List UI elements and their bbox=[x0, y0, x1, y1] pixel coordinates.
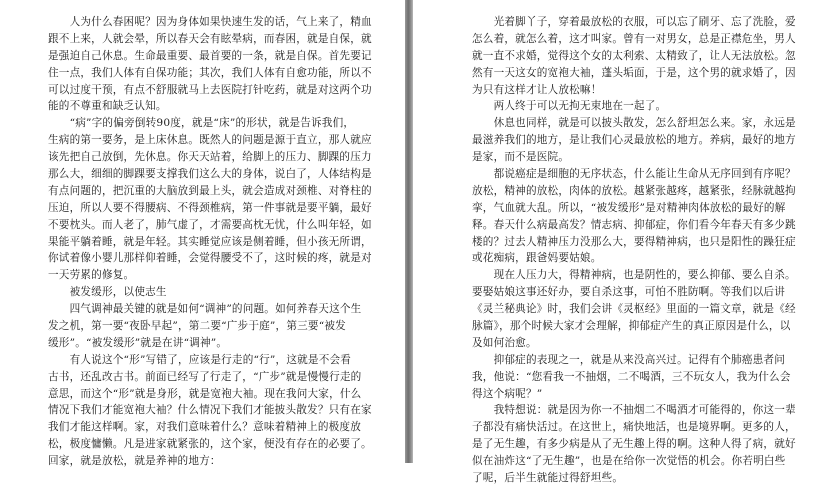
text-line: 我们才能这样啊。家，对我们意味着什么？意味着精神上的极度放 bbox=[48, 421, 362, 434]
text-line: 楼的？过去人精神压力没那么大，要得精神病，也只是阳性的躁狂症 bbox=[472, 235, 796, 248]
text-line: “病”字的偏旁倒转90度，就是“床”的形状，就是告诉我们， bbox=[48, 117, 355, 130]
text-line: 四气调神最关键的就是如何“调神”的问题。如何养春天这个生 bbox=[48, 303, 362, 316]
text-line: 现在人压力大，得精神病，也是阴性的，要么抑郁、要么自杀。 bbox=[472, 269, 796, 282]
left-page bbox=[0, 0, 405, 468]
text-line: 挛，气血就大乱。所以，“被发缓形”是对精神肉体放松的最好的解 bbox=[472, 201, 786, 214]
text-line: 似在油炸这“了无生趣”，也是在给你一次觉悟的机会。你若明白些 bbox=[472, 455, 786, 468]
text-line: 是了无生趣，有多少病是从了无生趣上得的啊。这种人得了病，就好 bbox=[472, 438, 796, 451]
right-page bbox=[413, 0, 818, 485]
text-line: 得这个病呢？” bbox=[472, 387, 543, 400]
text-line: 人为什么春困呢？因为身体如果快速生发的话，气上来了，精血 bbox=[48, 16, 372, 28]
text-line: 及如何治愈。 bbox=[472, 336, 537, 349]
text-line: 生病的第一要务，是上床休息。既然人的问题是源于直立，那人就应 bbox=[48, 134, 372, 147]
text-line: 回家，就是放松，就是养神的地方： bbox=[48, 455, 221, 468]
text-line: 被发缓形，以使志生 bbox=[48, 286, 167, 299]
text-line: 有人说这个“形”写错了，应该是行走的“行”，这就是不会看 bbox=[48, 353, 352, 366]
text-line: 然有一天这女的宽袍大袖，蓬头垢面，于是，这个男的就求婚了，因 bbox=[472, 66, 796, 79]
text-line: 释。春天什么病最高发？情志病、抑郁症，你们看今年春天有多少跳 bbox=[472, 218, 796, 231]
text-line: 我特想说：就是因为你一不抽烟二不喝酒才可能得的，你这一辈 bbox=[472, 404, 796, 417]
text-line: 我，他说：“您看我一不抽烟，二不喝酒，三不玩女人，我为什么会 bbox=[472, 370, 791, 383]
text-line: 情况下我们才能宽袍大袖？什么情况下我们才能披头散发？只有在家 bbox=[48, 404, 372, 417]
text-line: 松，极度慵懒。凡是进家就紧张的，这个家，便没有存在的必要了。 bbox=[48, 438, 372, 451]
text-line: 可以过度干预，有点不舒服就马上去医院打针吃药，就是对这两个功 bbox=[48, 83, 372, 96]
text-line: 光着脚丫子，穿着最放松的衣服，可以忘了刷牙、忘了洗脸，爱 bbox=[472, 16, 796, 28]
text-line: 你试着像小婴儿那样仰着睡，会觉得腰受不了，这时候的疼，就是对 bbox=[48, 252, 372, 265]
text-line: 了呢，后半生就能过得舒坦些。 bbox=[472, 472, 624, 485]
text-line: 《灵兰秘典论》时，我们会讲《灵枢经》里面的一篇文章，就是《经 bbox=[472, 303, 796, 316]
text-line: 要娶姑娘这事还好办，要自杀这事，可怕不胜防啊。等我们以后讲 bbox=[472, 286, 786, 299]
text-line: 不要枕头。而人老了，肺气虚了，才需要高枕无忧，什么叫年轻，如 bbox=[48, 218, 372, 231]
text-line: 子都没有痛快活过。在这世上，痛快地活，也是境界啊。更多的人， bbox=[472, 421, 796, 434]
text-line: 能的不尊重和缺乏认知。 bbox=[48, 100, 167, 113]
text-line: 跟不上来，人就会晕，所以春天会有眩晕病，而春困，就是自保，就 bbox=[48, 32, 372, 45]
text-line: 有点问题的，把沉重的大脑放到最上头，就会造成对颈椎、对脊柱的 bbox=[48, 184, 372, 197]
text-line: 都说癌症是细胞的无序状态，什么能让生命从无序回到有序呢？ bbox=[472, 168, 796, 181]
text-line: 为只有这样才让人放松嘛！ bbox=[472, 83, 602, 96]
text-line: 古书，还乱改古书。前面已经写了行走了，“广步”就是慢慢行走的 bbox=[48, 370, 362, 383]
book-gutter bbox=[405, 0, 413, 463]
text-line: 休息也同样，就是可以披头散发，怎么舒坦怎么来。家，永远是 bbox=[472, 117, 796, 130]
text-line: 发之机，第一要“夜卧早起”，第二要“广步于庭”，第三要“被发 bbox=[48, 320, 346, 333]
text-line: 是家，而不是医院。 bbox=[472, 151, 570, 164]
text-line: 意思，而这个“形”就是身形，就是宽袍大袖。现在我问大家，什么 bbox=[48, 387, 362, 400]
text-line: 怎么着，就怎么着，这才叫家。曾有一对男女，总是正襟危坐，男人 bbox=[472, 32, 796, 45]
text-line: 抑郁症的表现之一，就是从来没高兴过。记得有个肺癌患者问 bbox=[472, 353, 786, 366]
text-line: 果能平躺着睡，就是年轻。其实睡觉应该是侧着睡，但小孩无所谓， bbox=[48, 235, 372, 248]
text-line: 缓形”。“被发缓形”就是在讲“调神”。 bbox=[48, 336, 228, 349]
text-line: 放松，精神的放松，肉体的放松。越紧张越疼，越紧张，经脉就越拘 bbox=[472, 184, 796, 197]
text-line: 压迫，所以人要不得腰病、不得颈椎病，第一件事就是要平躺，最好 bbox=[48, 201, 372, 214]
text-line: 是强迫自己休息。生命最重要、最首要的一条，就是自保。首先要记 bbox=[48, 49, 372, 62]
text-line: 脉篇》，那个时候大家才会理解，抑郁症产生的真正原因是什么，以 bbox=[472, 320, 791, 333]
text-line: 或花痴病，跟爸妈要姑娘。 bbox=[472, 252, 602, 265]
text-line: 最滋养我们的地方，是让我们心灵最放松的地方。养病，最好的地方 bbox=[472, 134, 796, 147]
text-line: 该先把自己放倒，先休息。你天天站着，给脚上的压力、脚踝的压力 bbox=[48, 151, 372, 164]
text-line: 住一点，我们人体有自保功能；其次，我们人体有自愈功能，所以不 bbox=[48, 66, 372, 79]
text-line: 两人终于可以无拘无束地在一起了。 bbox=[472, 100, 667, 113]
text-line: 就一直不求婚，觉得这个女的太利索、太精致了，让人无法放松。忽 bbox=[472, 49, 796, 62]
text-line: 那么大，细细的脚踝要支撑我们这么大的身体，说白了，人体结构是 bbox=[48, 168, 372, 181]
text-line: 一天劳累的修复。 bbox=[48, 269, 135, 282]
